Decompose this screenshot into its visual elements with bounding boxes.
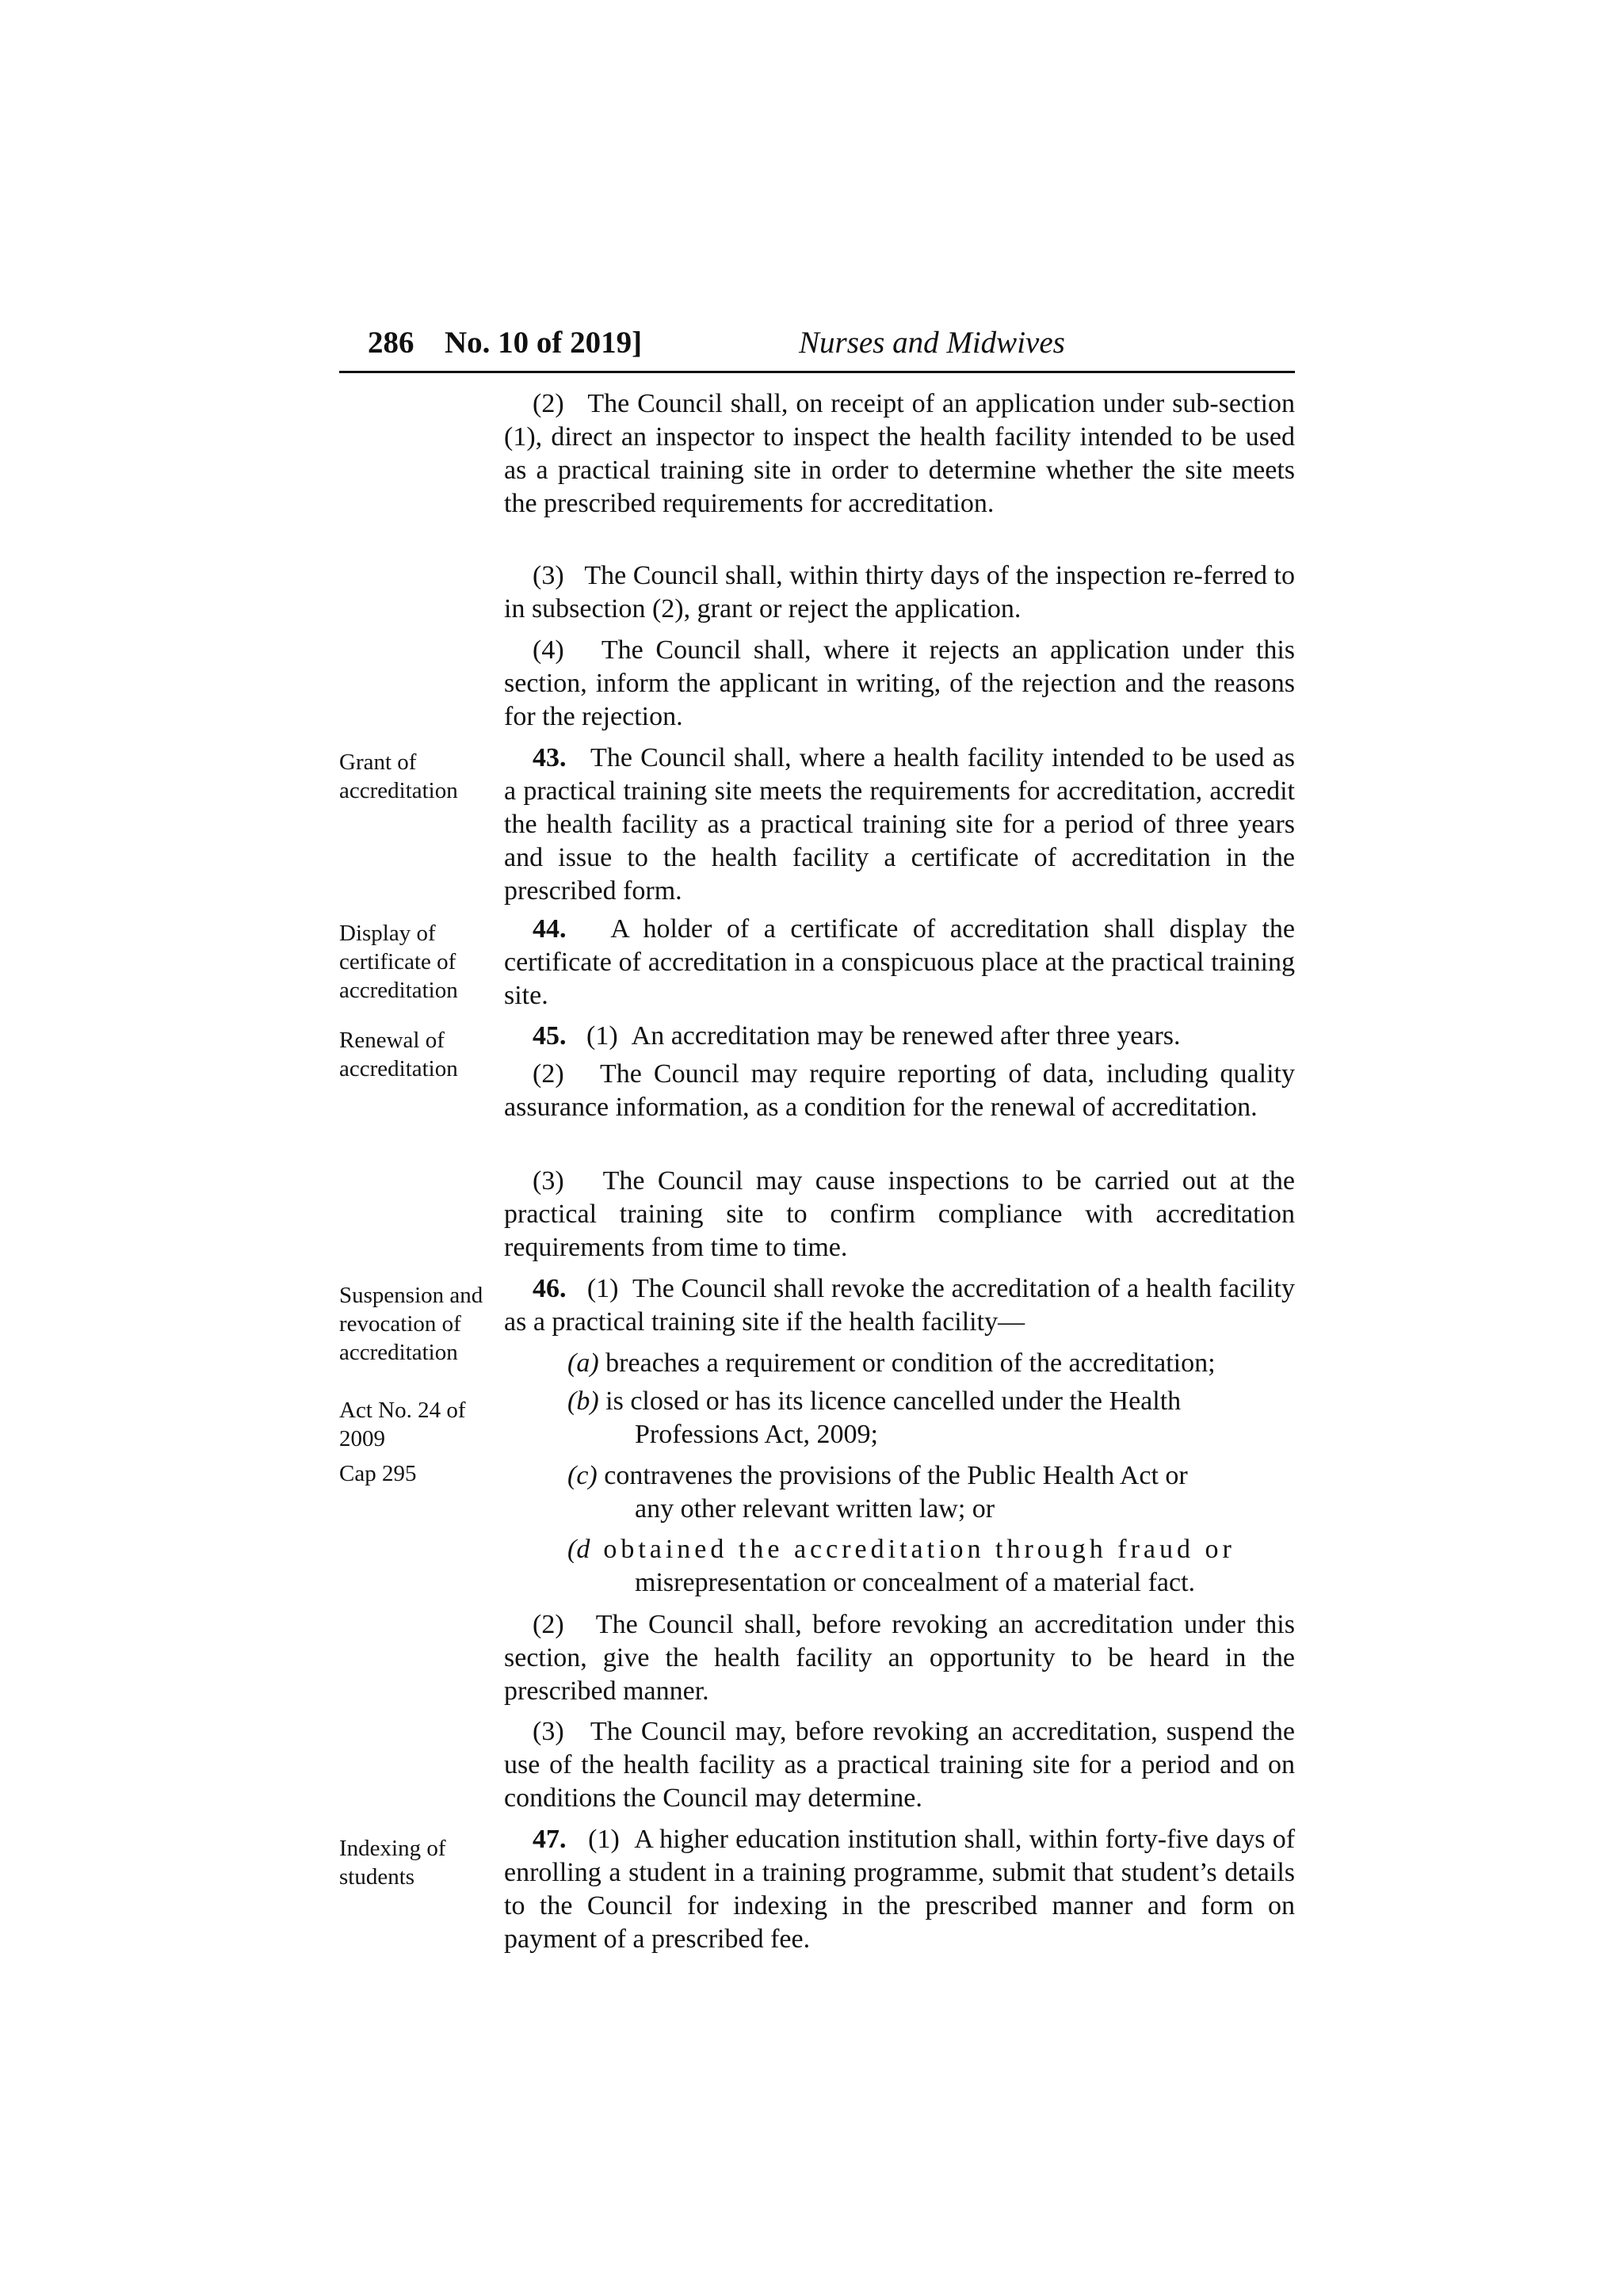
margin-note-cap: Cap 295 (339, 1461, 417, 1486)
paragraph-45-2: (2) The Council may require reporting of data, including quality assurance information, as a condition for the renewal of accreditation. (504, 1059, 1295, 1122)
margin-note-renewal: Renewal of accreditation (339, 1028, 458, 1081)
margin-note-indexing: Indexing of students (339, 1836, 446, 1890)
item-text: obtained the accreditation through fraud or (603, 1535, 1235, 1564)
paragraph-46-3: (3) The Council may, before revoking an accreditation, suspend the use of the health facility as a practical training site for a period and on conditions the Council may determine. (504, 1717, 1295, 1813)
section-47 (504, 1823, 1295, 1956)
list-item-d (567, 1533, 1295, 1600)
item-label: (a) (567, 1348, 599, 1378)
margin-note-grant: Grant of accreditation (339, 749, 458, 803)
margin-note-act-reference: Act No. 24 of 2009 (339, 1398, 466, 1451)
act-reference: No. 10 of 2019] (445, 326, 643, 360)
section-47-number: 47. (533, 1825, 567, 1854)
item-label: (d (567, 1535, 590, 1564)
paragraph-42-3: (3) The Council shall, within thirty days of the inspection re-ferred to in subsection (2), grant or reject the application. (504, 561, 1295, 624)
item-label: (c) (567, 1461, 598, 1490)
paragraph-42-4: (4) The Council shall, where it rejects an application under this section, inform the applicant in writing, of the rejection and the reasons for the rejection. (504, 635, 1295, 731)
section-46-number: 46. (533, 1274, 567, 1303)
section-47-text: (1) A higher education institution shall, within forty-five days of enrolling a student in a training programme, submit that student’s details to the Council for indexing in the prescribed manner and form on payment of a prescribed fee. (504, 1825, 1296, 1954)
item-text: contravenes the provisions of the Public Health Act or (604, 1461, 1188, 1490)
section-43 (504, 742, 1295, 908)
item-label: (b) (567, 1386, 599, 1416)
list-item-a (567, 1347, 1295, 1380)
section-46 (504, 1272, 1295, 1339)
paragraph-42-2: (2) The Council shall, on receipt of an application under sub-section (1), direct an inspector to inspect the health facility intended to be used as a practical training site in order to determine whether the site meets the prescribed requirements for accreditation. (504, 389, 1295, 518)
list-item-b (567, 1385, 1295, 1451)
item-continuation: any other relevant written law; or (635, 1494, 995, 1524)
section-45-text: (1) An accreditation may be renewed after three years. (586, 1021, 1181, 1051)
paragraph-45-3: (3) The Council may cause inspections to be carried out at the practical training site to confirm compliance with accreditation requirements from time to time. (504, 1166, 1295, 1262)
margin-note-suspension: Suspension and revocation of accreditation (339, 1283, 483, 1365)
section-45 (504, 1020, 1295, 1053)
margin-note-display: Display of certificate of accreditation (339, 921, 458, 1003)
list-item-c (567, 1459, 1295, 1526)
item-text: is closed or has its licence cancelled under the Health (605, 1386, 1182, 1416)
running-header (339, 325, 1295, 369)
section-43-number: 43. (533, 743, 567, 772)
section-43-text: The Council shall, where a health facility intended to be used as a practical training site meets the requirements for accreditation, accredit the health facility as a practical training site for a period of three years and issue to the health facility a certificate of accreditation in the prescribed form. (504, 743, 1296, 906)
section-44-text: A holder of a certificate of accreditation shall display the certificate of accreditation in a conspicuous place at the practical training site. (504, 914, 1295, 1010)
header-title: Nurses and Midwives (799, 326, 1065, 360)
section-44 (504, 913, 1295, 1013)
section-44-number: 44. (533, 914, 567, 944)
item-text: breaches a requirement or condition of the accreditation; (605, 1348, 1216, 1378)
paragraph-46-2: (2) The Council shall, before revoking an accreditation under this section, give the health facility an opportunity to be heard in the prescribed manner. (504, 1610, 1295, 1706)
item-continuation: Professions Act, 2009; (635, 1420, 878, 1449)
section-46-text: (1) The Council shall revoke the accreditation of a health facility as a practical training site if the health facility— (504, 1274, 1296, 1337)
page-number: 286 (368, 326, 414, 360)
section-45-number: 45. (533, 1021, 567, 1051)
item-continuation: misrepresentation or concealment of a material fact. (635, 1568, 1196, 1597)
header-rule (339, 371, 1295, 373)
